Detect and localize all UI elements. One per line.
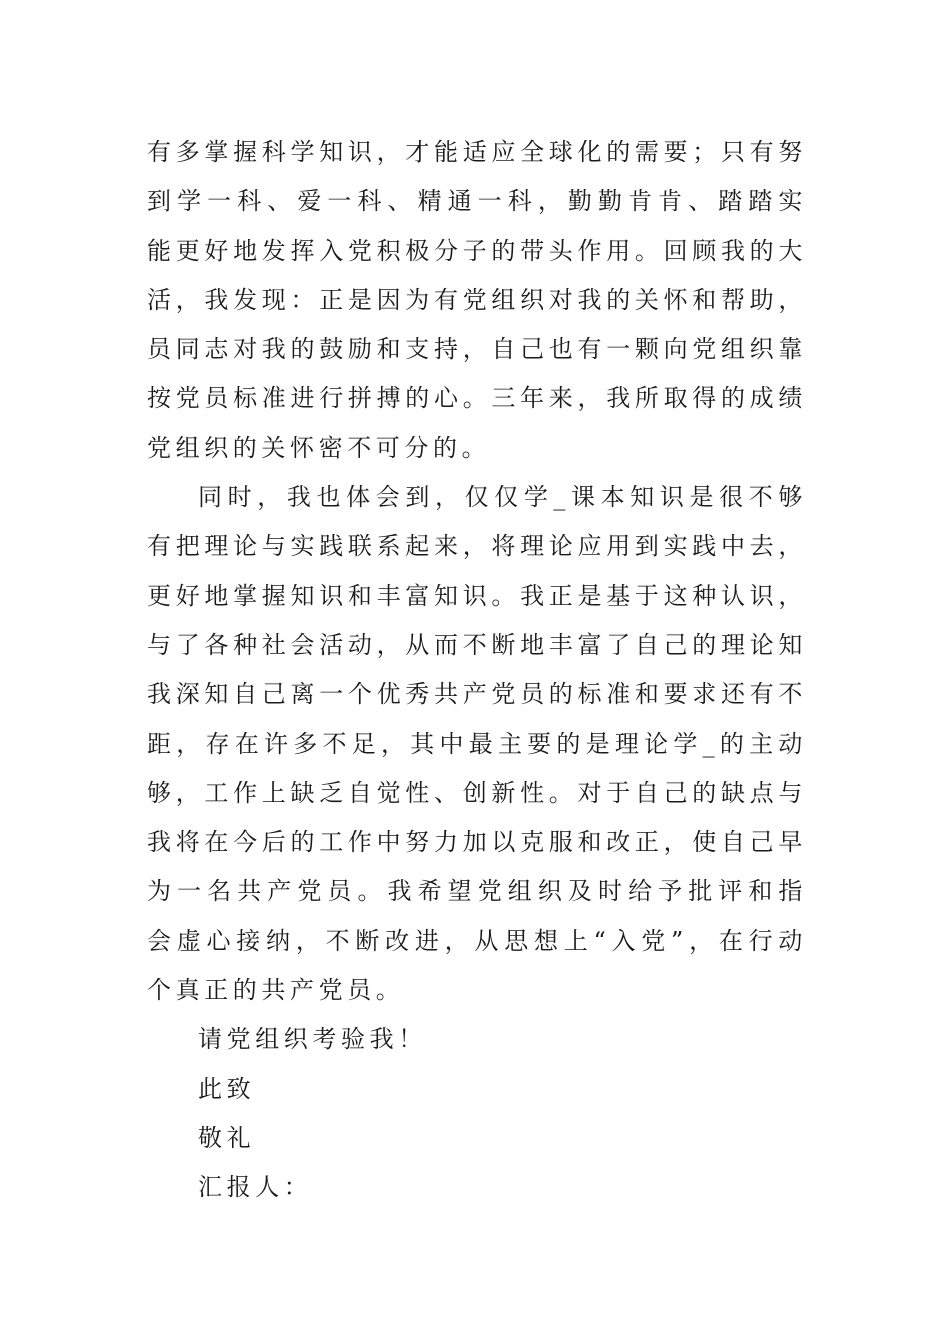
- text-line: 我深知自己离一个优秀共产党员的标准和要求还有不: [147, 680, 807, 709]
- paragraph-2: [147, 473, 807, 1015]
- text-line: 为一名共产党员。我希望党组织及时给予批评和指: [147, 877, 807, 906]
- request-line: 请党组织考验我！: [198, 1025, 427, 1054]
- text-line: 会虚心接纳，不断改进，从思想上“入党”，在行动: [147, 926, 807, 955]
- text-line: 距，存在许多不足，其中最主要的是理论学_的主动: [147, 729, 807, 758]
- text-line: 活，我发现：正是因为有党组织对我的关怀和帮助，: [147, 285, 807, 314]
- text-line: 同时，我也体会到，仅仅学_课本知识是很不够: [198, 483, 807, 512]
- text-line: 按党员标准进行拼搏的心。三年来，我所取得的成绩: [147, 384, 807, 413]
- report-body: [147, 128, 807, 1213]
- text-line: 个真正的共产党员。: [147, 976, 405, 1005]
- text-line: 到学一科、爱一科、精通一科，勤勤肯肯、踏踏实: [147, 187, 807, 216]
- text-line: 我将在今后的工作中努力加以克服和改正，使自己早: [147, 828, 807, 857]
- salutation-line: 敬礼: [198, 1123, 256, 1152]
- text-line: 能更好地发挥入党积极分子的带头作用。回顾我的大: [147, 236, 807, 265]
- text-line: 够，工作上缺乏自觉性、创新性。对于自己的缺点与: [147, 778, 807, 807]
- salutation-line: 此致: [198, 1074, 256, 1103]
- text-line: 员同志对我的鼓励和支持，自己也有一颗向党组织靠: [147, 335, 807, 364]
- text-line: 党组织的关怀密不可分的。: [147, 433, 491, 462]
- closing-block: [147, 1015, 807, 1212]
- text-line: 有把理论与实践联系起来，将理论应用到实践中去，: [147, 532, 807, 561]
- text-line: 与了各种社会活动，从而不断地丰富了自己的理论知: [147, 630, 807, 659]
- text-line: 更好地掌握知识和丰富知识。我正是基于这种认识，: [147, 581, 807, 610]
- reporter-line: 汇报人：: [198, 1173, 313, 1202]
- paragraph-1: [147, 128, 807, 473]
- text-line: 有多掌握科学知识，才能适应全球化的需要；只有努: [147, 138, 807, 166]
